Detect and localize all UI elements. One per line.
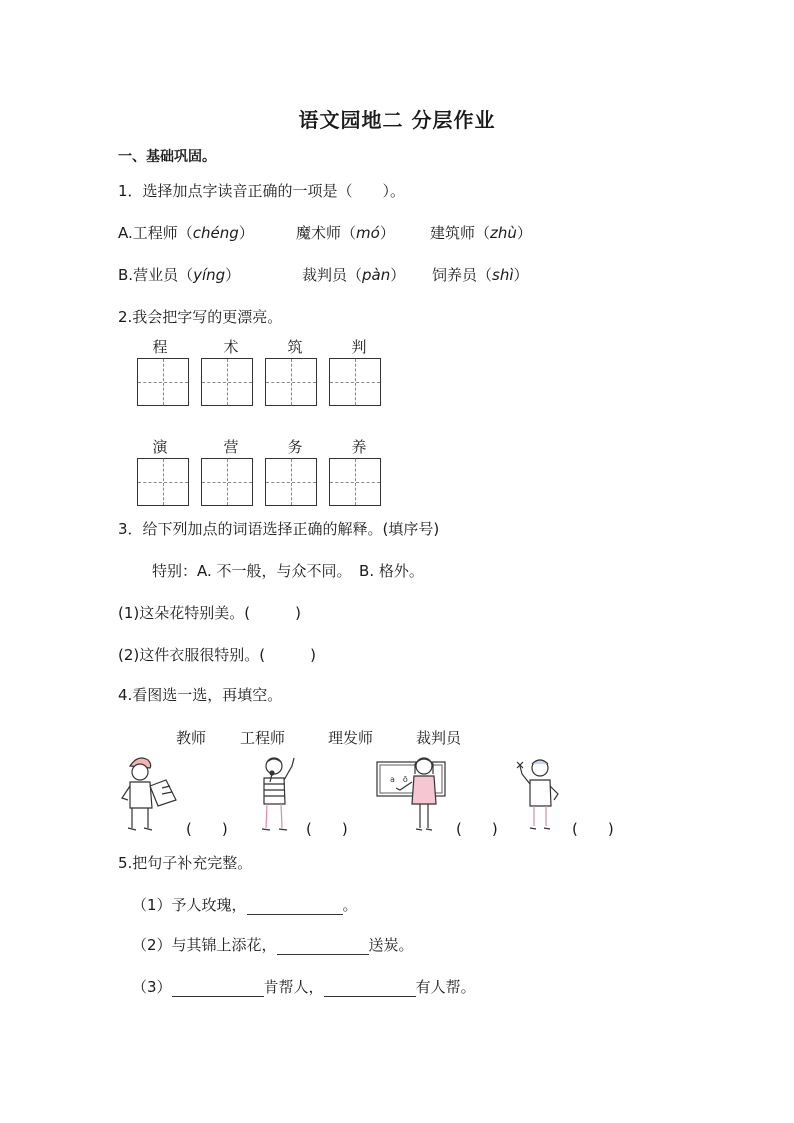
q2-stem: 2.我会把字写的更漂亮。 <box>118 308 283 326</box>
writing-cell[interactable] <box>201 358 253 406</box>
option-a-word-2: 魔术师 <box>296 224 342 242</box>
char-label-6: 营 <box>223 438 239 456</box>
q5-s3-part-a: （3） <box>132 978 172 996</box>
option-b-pinyin-3: shì <box>492 266 514 284</box>
option-b-word-1: 营业员 <box>133 266 179 284</box>
option-a-pinyin-3: zhù <box>490 224 517 242</box>
option-b-prefix: B. <box>118 266 134 284</box>
q3-stem: 3．给下列加点的词语选择正确的解释。(填序号) <box>118 520 440 538</box>
option-b-word-2: 裁判员 <box>302 266 348 284</box>
q5-s3-part-c: 有人帮。 <box>415 978 476 996</box>
q1-option-b-item-3: 饲养员（shì） <box>432 266 529 284</box>
q5-stem: 5.把句子补充完整。 <box>118 854 253 872</box>
q4-option-4: 裁判员 <box>416 729 462 747</box>
answer-paren-3[interactable]: ( ) <box>456 820 498 838</box>
q3-sentence-2[interactable]: (2)这件衣服很特别。( ) <box>118 646 316 664</box>
q5-s1-part-a: （1）予人玫瑰， <box>132 896 247 914</box>
writing-cell[interactable] <box>265 358 317 406</box>
writing-cell[interactable] <box>137 358 189 406</box>
section-heading-basic: 一、基础巩固。 <box>118 149 216 165</box>
engineer-illustration <box>118 752 182 834</box>
q1-stem: 1．选择加点字读音正确的一项是（ ）。 <box>118 182 406 200</box>
writing-cell[interactable] <box>329 458 381 506</box>
q4-option-2: 工程师 <box>240 729 286 747</box>
teacher-illustration <box>376 754 448 834</box>
writing-cell[interactable] <box>329 358 381 406</box>
writing-cell[interactable] <box>201 458 253 506</box>
presenter-illustration <box>252 754 300 834</box>
char-label-7: 务 <box>287 438 303 456</box>
q5-s2-part-b: 送炭。 <box>368 936 414 954</box>
q3-sentence-1[interactable]: (1)这朵花特别美。( ) <box>118 604 301 622</box>
char-label-8: 养 <box>351 438 367 456</box>
barber-illustration <box>514 754 562 834</box>
board-text: a ō <box>390 775 408 784</box>
option-b-pinyin-2: pàn <box>362 266 391 284</box>
writing-grid-row-1 <box>137 358 393 406</box>
q5-s1-part-b: 。 <box>342 896 358 914</box>
char-label-3: 筑 <box>287 338 303 356</box>
option-a-pinyin-1: chéng <box>192 224 239 242</box>
char-label-1: 程 <box>152 338 168 356</box>
page-title: 语文园地二 分层作业 <box>298 108 496 132</box>
answer-paren-4[interactable]: ( ) <box>572 820 614 838</box>
option-a-word-3: 建筑师 <box>430 224 476 242</box>
q4-option-3: 理发师 <box>328 729 374 747</box>
option-a-word-1: 工程师 <box>132 224 178 242</box>
option-b-word-3: 饲养员 <box>432 266 478 284</box>
q4-stem: 4.看图选一选，再填空。 <box>118 686 283 704</box>
q1-option-a-item-2: 魔术师（mó） <box>296 224 395 242</box>
writing-cell[interactable] <box>265 458 317 506</box>
option-a-pinyin-2: mó <box>356 224 380 242</box>
fill-blank[interactable] <box>247 896 343 915</box>
option-b-pinyin-1: yíng <box>193 266 226 284</box>
option-a-prefix: A. <box>118 224 133 242</box>
q5-s2-part-a: （2）与其锦上添花， <box>132 936 277 954</box>
answer-paren-2[interactable]: ( ) <box>306 820 348 838</box>
writing-cell[interactable] <box>137 458 189 506</box>
char-label-2: 术 <box>223 338 239 356</box>
q5-sentence-2 <box>132 934 414 955</box>
q1-option-a-item-3: 建筑师（zhù） <box>430 224 532 242</box>
q1-option-b[interactable]: B.营业员（yíng） <box>118 266 241 284</box>
fill-blank[interactable] <box>324 978 416 997</box>
q5-s3-part-b: 肯帮人， <box>263 978 324 996</box>
q3-definition: 特别：A. 不一般，与众不同。 B. 格外。 <box>152 562 424 580</box>
q4-option-1: 教师 <box>176 729 207 747</box>
q1-option-a[interactable]: A.工程师（chéng） <box>118 224 254 242</box>
fill-blank[interactable] <box>277 936 369 955</box>
fill-blank[interactable] <box>172 978 264 997</box>
writing-grid-row-2 <box>137 458 393 506</box>
answer-paren-1[interactable]: ( ) <box>186 820 228 838</box>
q5-sentence-3 <box>132 976 476 997</box>
char-label-5: 演 <box>152 438 168 456</box>
char-label-4: 判 <box>351 338 367 356</box>
q5-sentence-1 <box>132 894 358 915</box>
q1-option-b-item-2: 裁判员（pàn） <box>302 266 406 284</box>
